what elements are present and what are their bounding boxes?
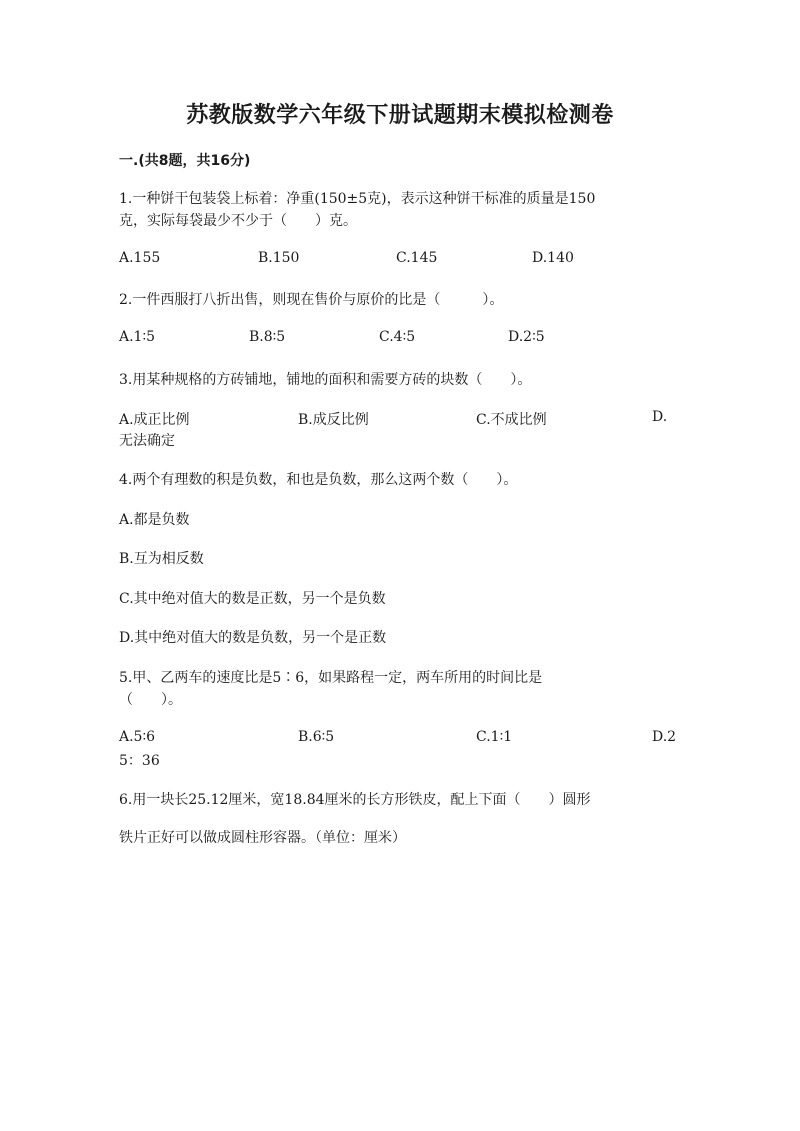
question-4-option-a: A.都是负数 (119, 512, 190, 528)
question-6-stem-line2: 铁片正好可以做成圆柱形容器。（单位：厘米） (119, 830, 406, 846)
question-2-option-d: D.2∶5 (508, 329, 545, 345)
question-3-stem: 3.用某种规格的方砖铺地，铺地的面积和需要方砖的块数（ ）。 (119, 372, 532, 388)
question-2-stem: 2.一件西服打八折出售，则现在售价与原价的比是（ ）。 (119, 292, 504, 308)
question-5-option-d-wrap: 5：36 (119, 753, 160, 769)
question-6-stem-line1: 6.用一块长25.12厘米，宽18.84厘米的长方形铁皮，配上下面（ ）圆形 (119, 792, 591, 808)
question-4-option-b: B.互为相反数 (119, 551, 204, 567)
question-3-option-c: C.不成比例 (476, 412, 547, 428)
question-4-option-d: D.其中绝对值大的数是负数，另一个是正数 (119, 630, 387, 646)
question-1-option-c: C.145 (396, 250, 438, 266)
page-title: 苏教版数学六年级下册试题期末模拟检测卷 (186, 102, 614, 128)
question-5-option-b: B.6∶5 (298, 729, 335, 745)
question-1-stem-line2: 克，实际每袋最少不少于（ ）克。 (119, 213, 357, 229)
question-5-option-a: A.5∶6 (119, 729, 156, 745)
question-1-option-d: D.140 (532, 250, 574, 266)
question-4-option-c: C.其中绝对值大的数是正数，另一个是负数 (119, 591, 386, 607)
question-5-stem-line2: （ ）。 (119, 692, 182, 708)
question-2-option-c: C.4∶5 (379, 329, 416, 345)
question-3-option-a: A.成正比例 (119, 412, 190, 428)
question-2-option-a: A.1∶5 (119, 329, 156, 345)
question-4-stem: 4.两个有理数的积是负数，和也是负数，那么这两个数（ ）。 (119, 472, 518, 488)
question-3-option-d: D. (652, 409, 668, 425)
question-1-option-a: A.155 (119, 250, 161, 266)
question-5-option-c: C.1∶1 (476, 729, 513, 745)
question-3-option-b: B.成反比例 (298, 412, 369, 428)
question-3-option-d-wrap: 无法确定 (119, 433, 175, 449)
section-heading: 一.(共8题，共16分) (119, 153, 251, 169)
question-2-option-b: B.8∶5 (249, 329, 286, 345)
question-1-option-b: B.150 (258, 250, 300, 266)
question-1-stem-line1: 1.一种饼干包装袋上标着：净重(150±5克)，表示这种饼干标准的质量是150 (119, 191, 596, 207)
question-5-option-d: D.2 (652, 729, 677, 745)
question-5-stem-line1: 5.甲、乙两车的速度比是5∶6，如果路程一定，两车所用的时间比是 (119, 670, 543, 686)
